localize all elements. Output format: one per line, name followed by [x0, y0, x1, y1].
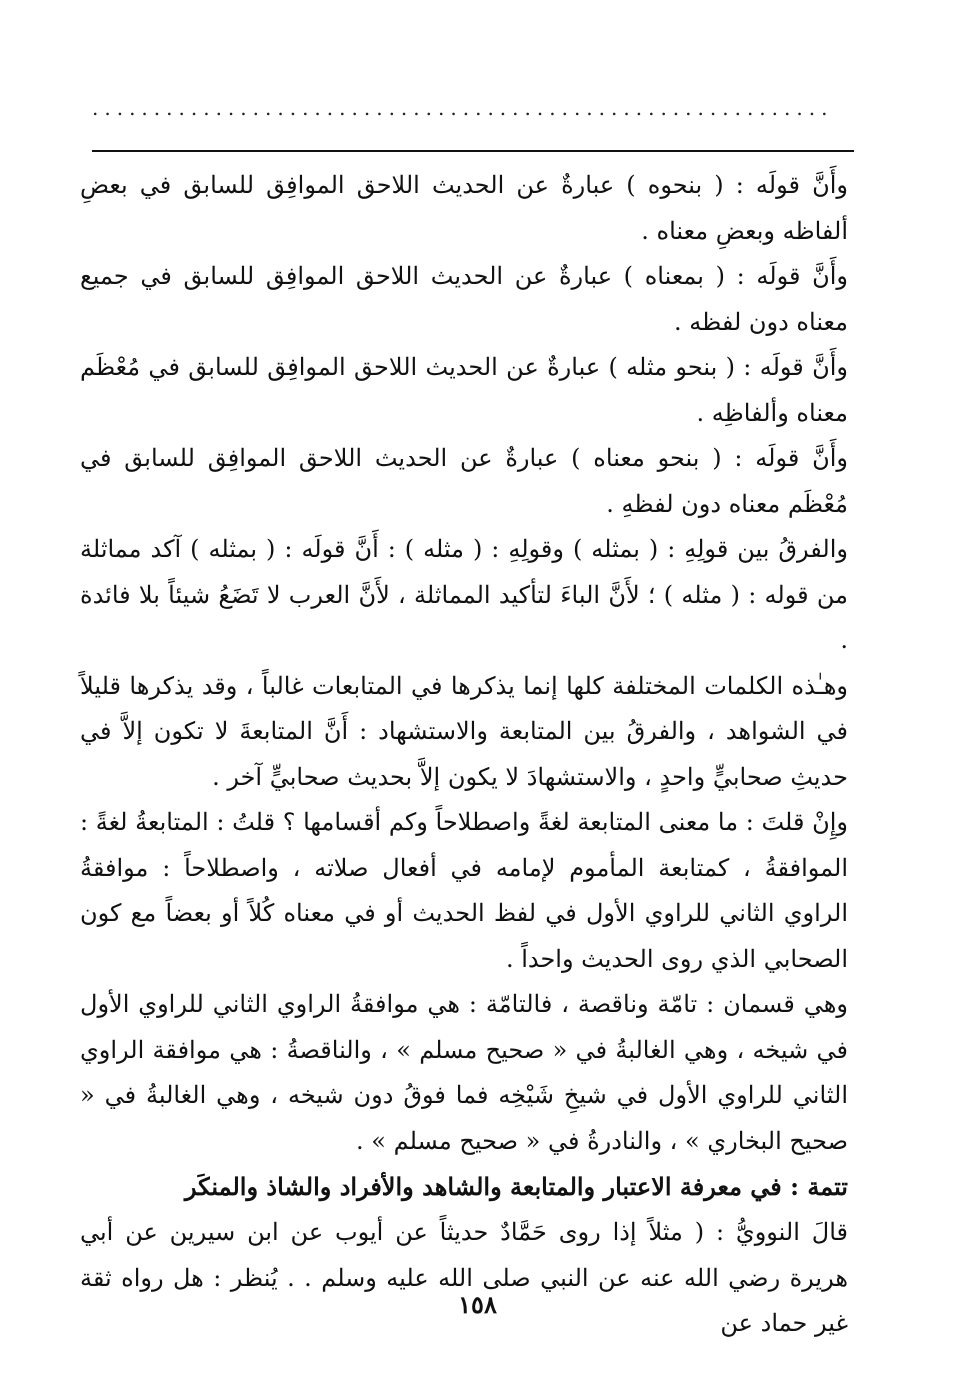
paragraph-nawawi: قالَ النوويُّ : ( مثلاً إذا روى حَمَّادٌ حديثاً عن أيوب عن ابن سيرين عن أبي هريرة رضي الله عنه عن النبي صلى الله عليه وسلم . . يُنظر : هل رواه ثقة غير حماد عن — [80, 1218, 848, 1337]
paragraph-varied-words: وهـٰذه الكلمات المختلفة كلها إنما يذكرها في المتابعات غالباً ، وقد يذكرها قليلاً في الشواهد ، والفرقُ بين المتابعة والاستشهاد : أَنَّ المتابعةَ لا تكون إلاَّ في حديثِ صحابيٍّ واحدٍ ، والاستشهادَ لا يكون إلاَّ بحديث صحابيٍّ آخر . — [80, 671, 848, 791]
section-heading: تتمة : في معرفة الاعتبار والمتابعة والشاهد والأفراد والشاذ والمنكَر — [184, 1172, 848, 1201]
paragraph-mutabaa-definition: وإِنْ قلتَ : ما معنى المتابعة لغةً واصطلاحاً وكم أقسامها ؟ قلتُ : المتابعةُ لغةً : الموافقةُ ، كمتابعة المأموم لإمامه في أفعال صلاته ، واصطلاحاً : موافقةُ الراوي الثاني للراوي الأول في لفظ الحديث أو في معناه كُلاً أو بعضاً مع كون الصحابي الذي روى الحديث واحداً . — [80, 808, 848, 973]
header-rule — [92, 150, 854, 152]
paragraph-difference: والفرقُ بين قولِهِ : ( بمثله ) وقولِهِ : ( مثله ) : أَنَّ قولَه : ( بمثله ) آكد مماثلة من قوله : ( مثله ) ؛ لأَنَّ الباءَ لتأكيد المماثلة ، لأَنَّ العرب لا تَضَعُ شيئاً بلا فائدة . — [80, 535, 848, 654]
page-body — [80, 163, 848, 1347]
paragraph-bimanahu: وأَنَّ قولَه : ( بمعناه ) عبارةٌ عن الحديث اللاحق الموافِق للسابق في جميع معناه دون لفظه . — [80, 262, 848, 336]
paragraph-binahwi-manahu: وأَنَّ قولَه : ( بنحو معناه ) عبارةٌ عن الحديث اللاحق الموافِق للسابق في مُعْظَم معناه دون لفظهِ . — [80, 444, 848, 518]
paragraph-binahwi-mithlihi: وأَنَّ قولَه : ( بنحو مثله ) عبارةٌ عن الحديث اللاحق الموافِق للسابق في مُعْظَم معناه وألفاظِه . — [80, 353, 848, 427]
page-number: ١٥٨ — [458, 1290, 497, 1319]
header-dotted-line: ............................................................ — [92, 98, 834, 118]
paragraph-two-types: وهي قسمان : تامّة وناقصة ، فالتامّة : هي موافقةُ الراوي الثاني للراوي الأول في شيخه ، وهي الغالبةُ في « صحيح مسلم » ، والناقصةُ : هي موافقة الراوي الثاني للراوي الأول في شيخِ شَيْخِه فما فوقُ دون شيخه ، وهي الغالبةُ في « صحيح البخاري » ، والنادرةُ في « صحيح مسلم » . — [80, 990, 848, 1155]
paragraph-binahwihi: وأَنَّ قولَه : ( بنحوه ) عبارةٌ عن الحديث اللاحق الموافِق للسابق في بعضِ ألفاظه وبعضِ معناه . — [80, 171, 848, 245]
